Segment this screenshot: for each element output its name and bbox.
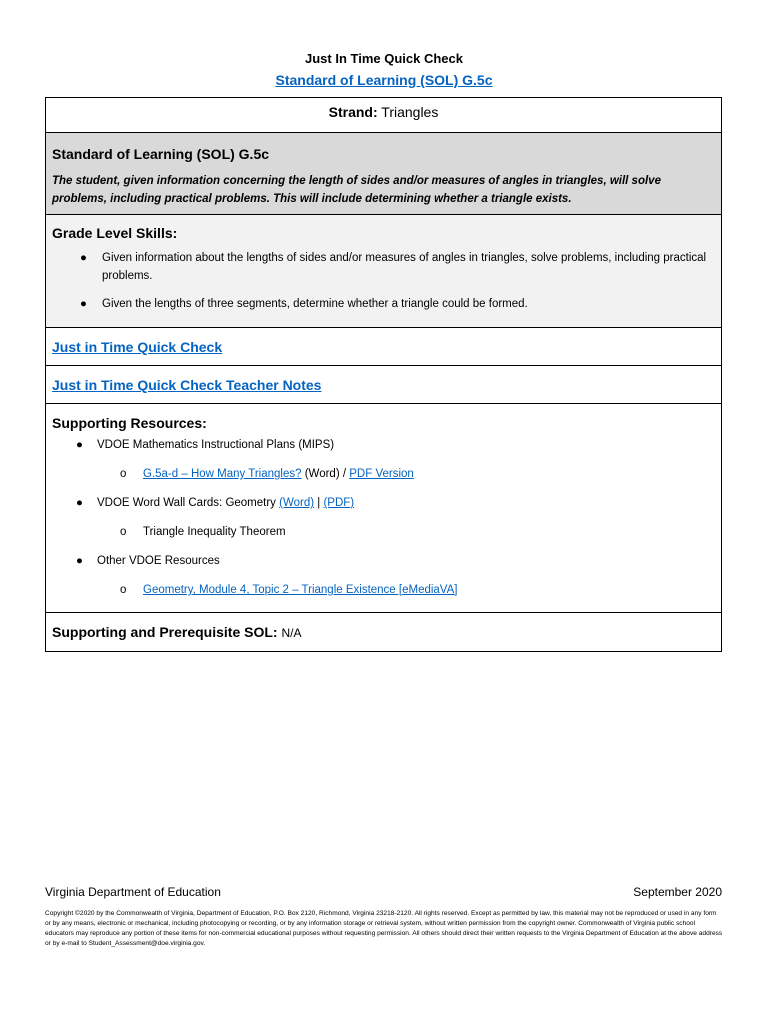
strand-label: Strand: bbox=[328, 104, 378, 120]
list-item bbox=[52, 249, 715, 285]
list-item bbox=[52, 494, 715, 523]
mips-label: VDOE Mathematics Instructional Plans (MIPS) bbox=[97, 439, 335, 451]
wordwall-pdf-link[interactable]: (PDF) bbox=[323, 497, 355, 509]
footer-org: Virginia Department of Education bbox=[45, 885, 221, 899]
teacher-notes-row bbox=[46, 366, 721, 404]
sub-bullet-icon: o bbox=[120, 526, 127, 538]
mips-word-link[interactable]: G.5a-d – How Many Triangles? bbox=[143, 468, 302, 480]
standard-text: The student, given information concerning the length of sides and/or measures of angles in triangles, will solve problems, including practical problems. This will include determining whether a triangle exists. bbox=[52, 175, 661, 205]
other-resources-label: Other VDOE Resources bbox=[97, 555, 220, 567]
supporting-resources-section bbox=[46, 404, 721, 613]
mips-word-text: (Word) / bbox=[301, 468, 350, 480]
sol-title-link[interactable]: Standard of Learning (SOL) G.5c bbox=[275, 72, 493, 88]
sol-table bbox=[45, 97, 722, 652]
footer-date: September 2020 bbox=[633, 885, 722, 899]
standard-heading: Standard of Learning (SOL) G.5c bbox=[52, 146, 270, 162]
copyright-notice: Copyright ©2020 by the Commonwealth of Virginia, Department of Education, P.O. Box 2120, Richmond, Virginia 23218-2120. All rights reserved. Except as permitted by law, this material may not be reproduced or used in any form or by any means, electronic or mechanical, including photocopying or recording, or by any information storage or retrieval system, without written permission from the copyright owner. Commonwealth of Virginia public school educators may reproduce any portion of these items for non-commercial educational purposes without requesting permission. All others should direct their written requests to the Virginia Department of Education at the above address or by e-mail to Student_Assessment@doe.virginia.gov. bbox=[45, 910, 723, 947]
bullet-icon: ● bbox=[76, 497, 83, 509]
prereq-value: N/A bbox=[281, 626, 302, 640]
list-item bbox=[52, 552, 715, 581]
prereq-label: Supporting and Prerequisite SOL: bbox=[52, 624, 278, 640]
skills-heading: Grade Level Skills: bbox=[52, 225, 178, 241]
wordwall-label: VDOE Word Wall Cards: Geometry bbox=[97, 497, 280, 509]
list-item bbox=[52, 581, 715, 610]
quick-check-row bbox=[46, 328, 721, 366]
bullet-icon: ● bbox=[76, 439, 83, 451]
list-item bbox=[52, 465, 715, 494]
wordwall-separator: | bbox=[314, 497, 324, 509]
list-item bbox=[52, 436, 715, 465]
page-subtitle[interactable] bbox=[0, 72, 768, 88]
list-item bbox=[52, 295, 715, 313]
teacher-notes-link[interactable]: Just in Time Quick Check Teacher Notes bbox=[52, 377, 322, 393]
bullet-icon: ● bbox=[80, 298, 87, 310]
page-title: Just In Time Quick Check bbox=[305, 51, 463, 66]
skill-text: Given information about the lengths of sides and/or measures of angles in triangles, solve problems, including practical problems. bbox=[102, 252, 707, 282]
sub-bullet-icon: o bbox=[120, 584, 127, 596]
grade-level-skills-section bbox=[46, 215, 721, 328]
sub-bullet-icon: o bbox=[120, 468, 127, 480]
mips-pdf-link[interactable]: PDF Version bbox=[349, 468, 414, 480]
prerequisite-row bbox=[46, 613, 721, 651]
resources-heading: Supporting Resources: bbox=[52, 415, 207, 431]
quick-check-link[interactable]: Just in Time Quick Check bbox=[52, 339, 223, 355]
strand-value: Triangles bbox=[381, 104, 439, 120]
bullet-icon: ● bbox=[80, 252, 87, 264]
bullet-icon: ● bbox=[76, 555, 83, 567]
theorem-label: Triangle Inequality Theorem bbox=[143, 526, 286, 538]
standard-section bbox=[46, 133, 721, 215]
skill-text: Given the lengths of three segments, determine whether a triangle could be formed. bbox=[102, 298, 528, 310]
list-item bbox=[52, 523, 715, 552]
strand-row bbox=[46, 98, 721, 133]
wordwall-word-link[interactable]: (Word) bbox=[279, 497, 315, 509]
emediava-link[interactable]: Geometry, Module 4, Topic 2 – Triangle Existence [eMediaVA] bbox=[143, 584, 458, 596]
